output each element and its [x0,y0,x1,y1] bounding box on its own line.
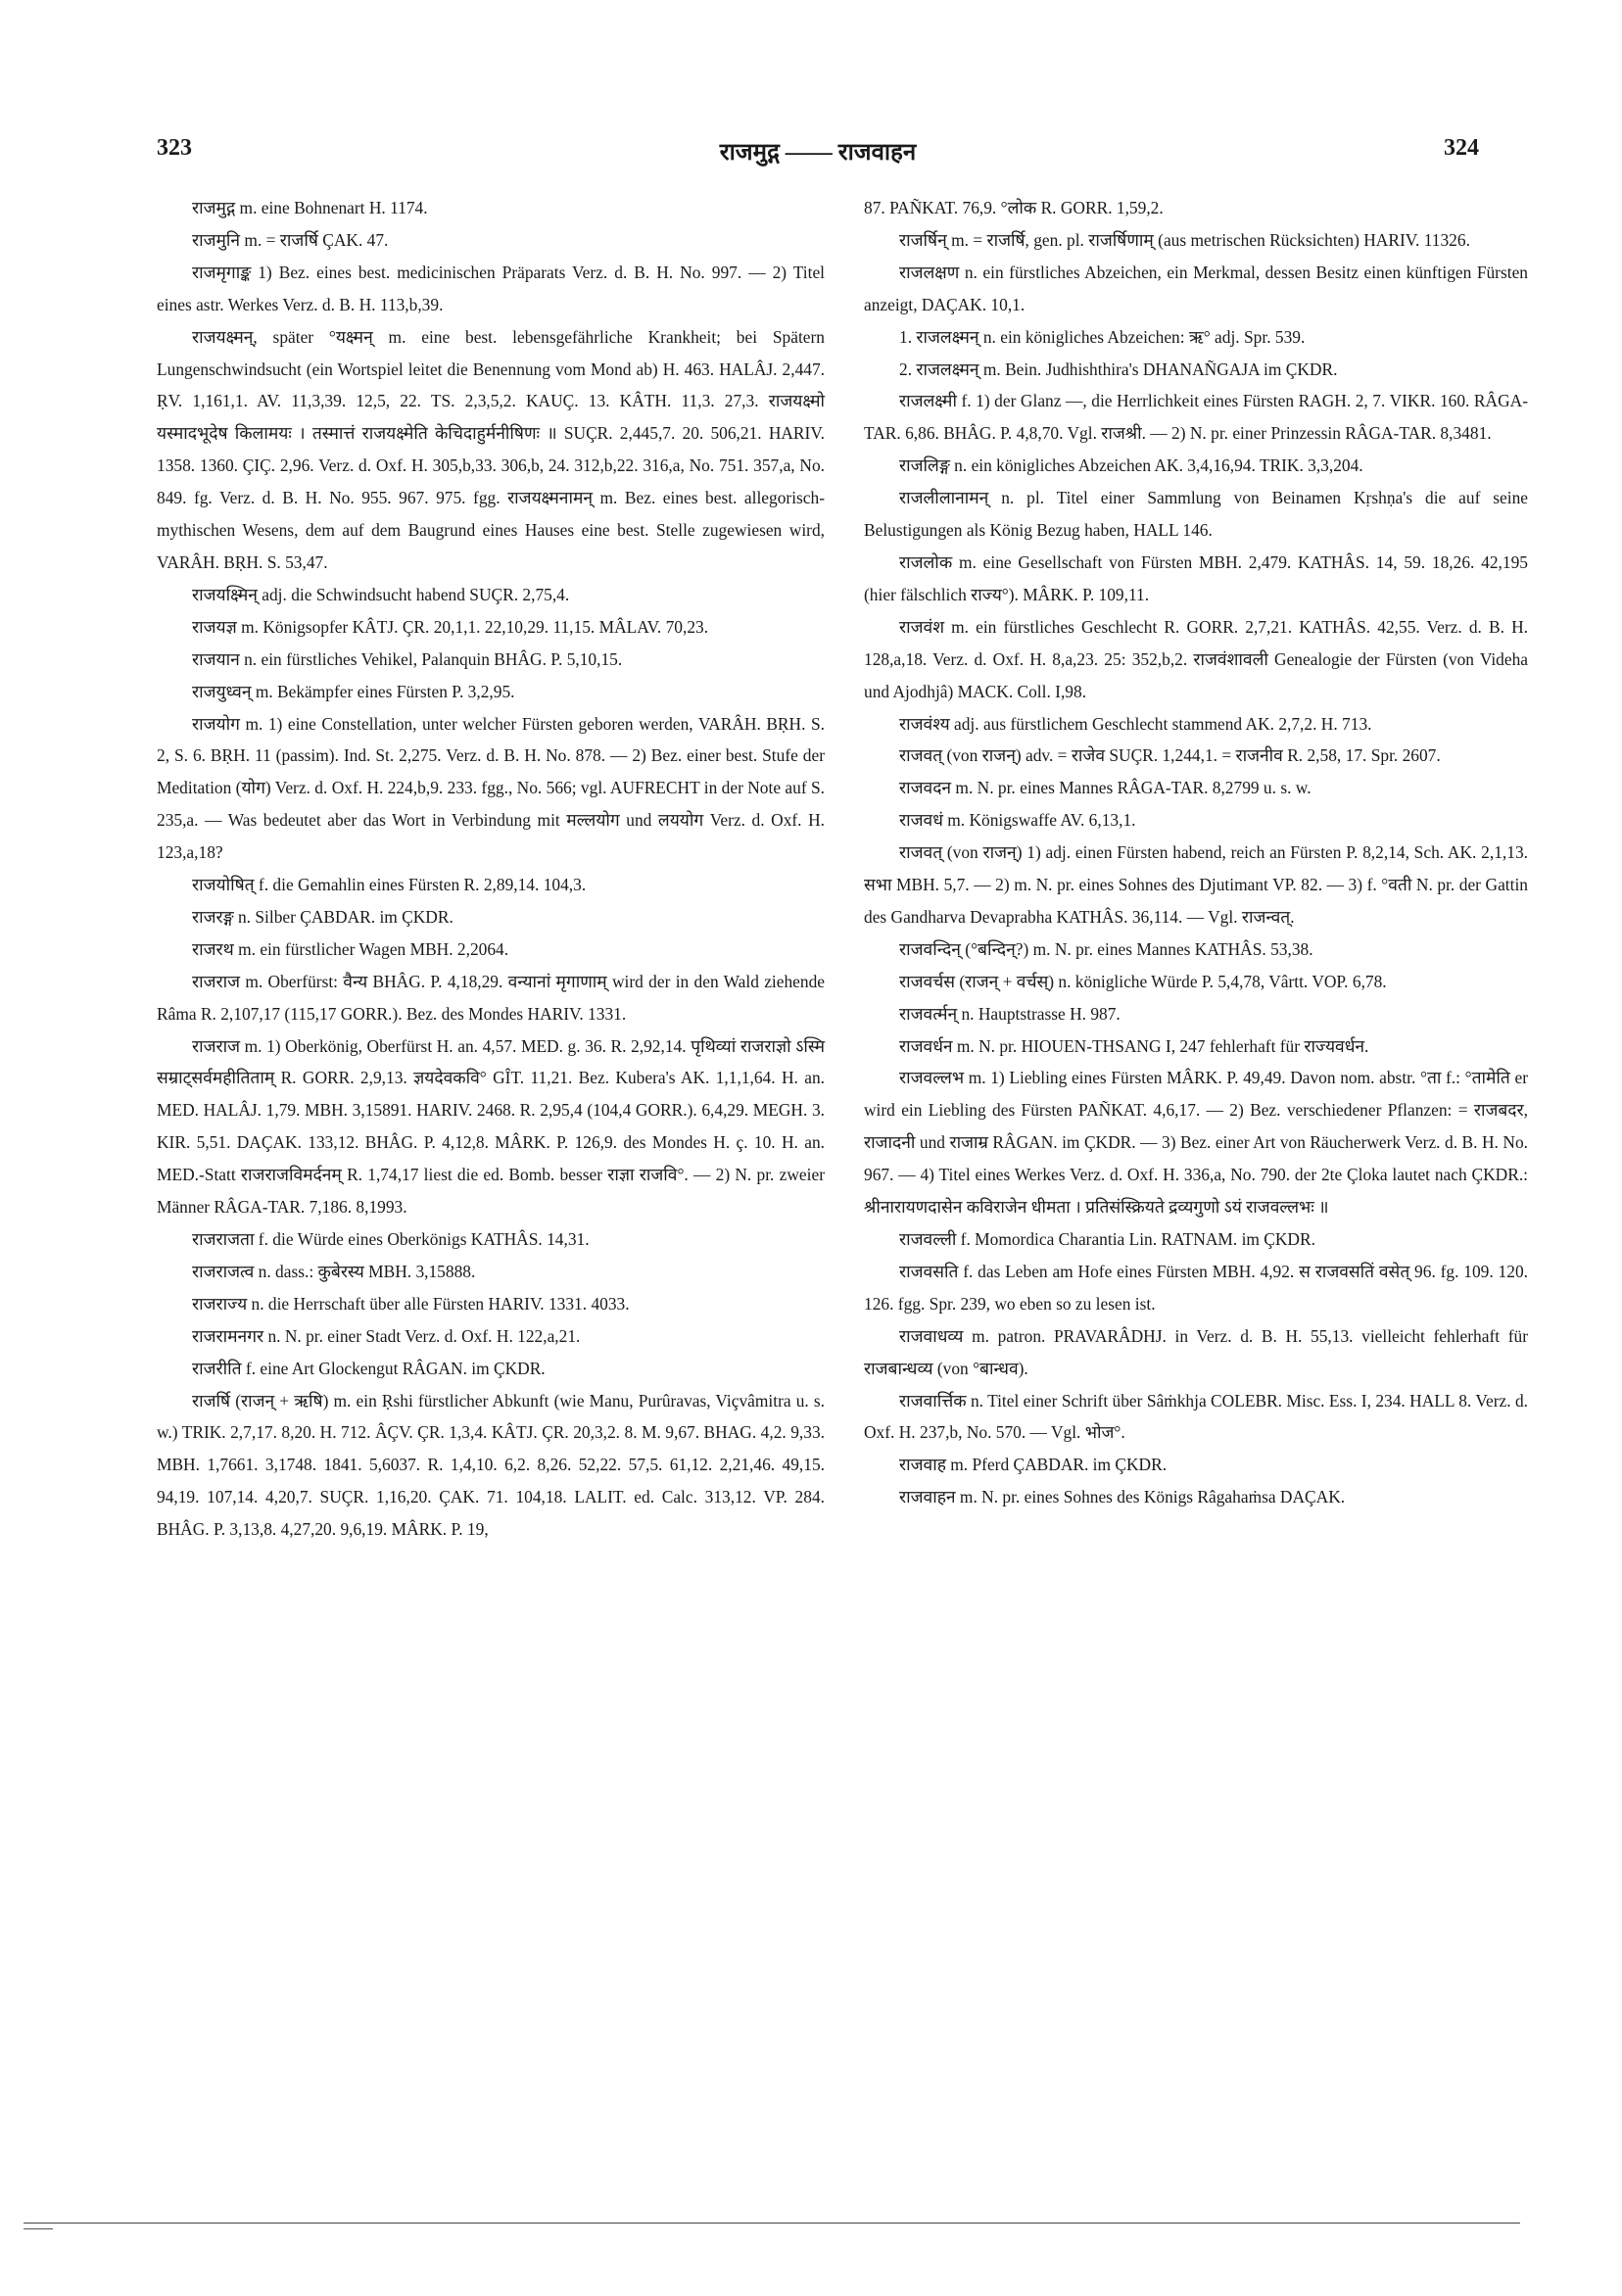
entry: राजयुध्वन् m. Bekämpfer eines Fürsten P. 3,2,95. [192,681,515,701]
entry: राजवन्दिन् (°बन्दिन्?) m. N. pr. eines Mannes KATHÂS. 53,38. [899,938,1313,959]
entry: राजमुनि m. = राजर्षि ÇAK. 47. [192,229,389,250]
entry: राजराज्य n. die Herrschaft über alle Fürsten HARIV. 1331. 4033. [192,1293,630,1314]
entry: राजवधं m. Königswaffe AV. 6,13,1. [899,810,1136,831]
page-number-left: 323 [157,135,192,161]
entry: राजरामनगर n. N. pr. einer Stadt Verz. d. Oxf. H. 122,a,21. [192,1325,581,1346]
entry: राजराजत्व n. dass.: कुबेरस्य MBH. 3,15888. [192,1261,476,1281]
running-title: राजमुद्ग —— राजवाहन [719,140,917,166]
entry: राजवाधव्य m. patron. PRAVARÂDHJ. in Verz. d. B. H. 55,13. vielleicht fehlerhaft für राजबान्धव्य (von °बान्धव). [864,1325,1528,1378]
entry: राजयान n. ein fürstliches Vehikel, Palanquin BHÂG. P. 5,10,15. [192,648,623,669]
entry: राजवदन m. N. pr. eines Mannes RÂGA-TAR. 8,2799 u. s. w. [899,778,1312,798]
entry: राजवाह m. Pferd ÇABDAR. im ÇKDR. [899,1455,1168,1475]
entry: राजवल्लभ m. 1) Liebling eines Fürsten MÂRK. P. 49,49. Davon nom. abstr. °ता f.: °तामेति er wird ein Liebling des Fürsten PAÑKAT. 4,6,17. — 2) Bez. verschiedener Pflanzen: = राजबदर, राजादनी und राजाम्र RÂGAN. im ÇKDR. — 3) Bez. einer Art von Räucherwerk Verz. d. B. H. No. 967. — 4) Titel eines Werkes Verz. d. Oxf. H. 336,a, No. 790. der 2te Çloka lautet nach ÇKDR.: श्रीनारायणदासेन कविराजेन धीमता । प्रतिसंस्क्रियते द्रव्यगुणो ऽयं राजवल्लभः ॥ [864,1068,1528,1218]
entry: राजवत् (von राजन्) 1) adj. einen Fürsten habend, reich an Fürsten P. 8,2,14, Sch. AK. 2,1,13. सभा MBH. 5,7. — 2) m. N. pr. eines Sohnes des Djutimant VP. 82. — 3) f. °वती N. pr. der Gattin des Gandharva Devaprabha KATHÂS. 36,114. — Vgl. राजन्वत्. [864,842,1528,927]
entry: राजरङ्ग n. Silber ÇABDAR. im ÇKDR. [192,906,453,927]
entry: 2. राजलक्ष्मन् m. Bein. Judhishthira's DHANAÑGAJA im ÇKDR. [899,359,1338,379]
entry: राजवार्त्तिक n. Titel einer Schrift über Sâṁkhja COLEBR. Misc. Ess. I, 234. HALL 8. Verz. d. Oxf. H. 237,b, No. 570. — Vgl. भोज°. [864,1390,1528,1443]
entry: राजयक्ष्मिन् adj. die Schwindsucht habend SUÇR. 2,75,4. [192,584,570,604]
page-number-right: 324 [1444,135,1479,161]
entry: राजयोग m. 1) eine Constellation, unter welcher Fürsten geboren werden, VARÂH. BṚH. S. 2, S. 6. BṚH. 11 (passim). Ind. St. 2,275. Verz. d. B. H. No. 878. — 2) Bez. einer best. Stufe der Meditation (योग) Verz. d. Oxf. H. 224,b,9. 233. fgg., No. 566; vgl. AUFRECHT in der Note auf S. 235,a. — Was bedeutet aber das Wort in Verbindung mit मल्लयोग und लययोग Verz. d. Oxf. H. 123,a,18? [157,713,825,863]
bottom-rule-mark [24,2228,53,2229]
left-column [157,192,825,1546]
entry: राजवर्चस (राजन् + वर्चस्) n. königliche Würde P. 5,4,78, Vârtt. VOP. 6,78. [899,971,1387,991]
entry: राजवर्त्मन् n. Hauptstrasse H. 987. [899,1003,1121,1024]
entry-continuation: 87. PAÑKAT. 76,9. °लोक R. GORR. 1,59,2. [864,198,1164,217]
entry: राजरथ m. ein fürstlicher Wagen MBH. 2,2064. [192,938,509,959]
bottom-rule [24,2223,1520,2224]
entry: 1. राजलक्ष्मन् n. ein königliches Abzeichen: ऋ° adj. Spr. 539. [899,326,1306,347]
entry: राजराज m. 1) Oberkönig, Oberfürst H. an. 4,57. MED. g. 36. R. 2,92,14. पृथिव्यां राजराज्ञो ऽस्मि सम्राट्सर्वमहीतिताम् R. GORR. 2,9,13. ज्ञयदेवकवि° GÎT. 11,21. Bez. Kubera's AK. 1,1,1,64. H. an. MED. HALÂJ. 1,79. MBH. 3,15891. HARIV. 2468. R. 2,95,4 (104,4 GORR.). 6,4,29. MEGH. 3. KIR. 5,51. DAÇAK. 133,12. BHÂG. P. 4,12,8. MÂRK. P. 126,9. des Mondes H. ç. 10. H. an. MED.-Statt राजराजविमर्दनम् R. 1,74,17 liest die ed. Bomb. besser राज्ञा राजवि°. — 2) N. pr. zweier Männer RÂGA-TAR. 7,186. 8,1993. [157,1035,825,1218]
entry: राजवल्ली f. Momordica Charantia Lin. RATNAM. im ÇKDR. [899,1229,1315,1249]
entry: राजवाहन m. N. pr. eines Sohnes des Königs Râgahaṁsa DAÇAK. [899,1487,1346,1507]
entry: राजवसति f. das Leben am Hofe eines Fürsten MBH. 4,92. स राजवसतिं वसेत् 96. fg. 109. 120. 126. fgg. Spr. 239, wo eben so zu lesen ist. [864,1261,1528,1314]
page-header [157,135,1479,174]
entry: राजरीति f. eine Art Glockengut RÂGAN. im ÇKDR. [192,1358,546,1378]
entry: राजवंश्य adj. aus fürstlichem Geschlecht stammend AK. 2,7,2. H. 713. [899,713,1372,734]
entry: राजलिङ्ग n. ein königliches Abzeichen AK. 3,4,16,94. TRIK. 3,3,204. [899,455,1363,476]
entry: राजलक्षण n. ein fürstliches Abzeichen, ein Merkmal, dessen Besitz einen künftigen Fürsten anzeigt, DAÇAK. 10,1. [864,262,1528,314]
entry: राजमुद्ग m. eine Bohnenart H. 1174. [192,198,428,217]
entry: राजयोषित् f. die Gemahlin eines Fürsten R. 2,89,14. 104,3. [192,875,587,895]
entry: राजलोक m. eine Gesellschaft von Fürsten MBH. 2,479. KATHÂS. 14, 59. 18,26. 42,195 (hier fälschlich राज्य°). MÂRK. P. 109,11. [864,551,1528,604]
right-column [864,192,1528,1513]
entry: राजराजता f. die Würde eines Oberkönigs KATHÂS. 14,31. [192,1229,590,1249]
entry: राजमृगाङ्क 1) Bez. eines best. medicinischen Präparats Verz. d. B. H. No. 997. — 2) Titel eines astr. Werkes Verz. d. B. H. 113,b,39. [157,262,825,314]
entry: राजर्षि (राजन् + ऋषि) m. ein Ṛshi fürstlicher Abkunft (wie Manu, Purûravas, Viçvâmitra u. s. w.) TRIK. 2,7,17. 8,20. H. 712. ÂÇV. ÇR. 1,3,4. KÂTJ. ÇR. 20,3,2. 8. M. 9,67. BHAG. 4,2. 9,33. MBH. 1,7661. 3,1748. 1841. 5,6037. R. 1,4,10. 6,2. 8,26. 52,22. 57,5. 61,12. 2,21,46. 49,15. 94,19. 107,14. 4,20,7. SUÇR. 1,16,20. ÇAK. 71. 104,18. LALIT. ed. Calc. 313,12. VP. 284. BHÂG. P. 3,13,8. 4,27,20. 9,6,19. MÂRK. P. 19, [157,1390,825,1540]
entry: राजवत् (von राजन्) adv. = राजेव SUÇR. 1,244,1. = राजनीव R. 2,58, 17. Spr. 2607. [899,745,1441,766]
entry: राजर्षिन् m. = राजर्षि, gen. pl. राजर्षिणाम् (aus metrischen Rücksichten) HARIV. 11326. [899,229,1470,250]
entry: राजयक्ष्मन्, später °यक्ष्मन् m. eine best. lebensgefährliche Krankheit; bei Spätern Lungenschwindsucht (ein Wortspiel leitet die Benennung vom Mond ab) H. 463. HALÂJ. 2,447. ṚV. 1,161,1. AV. 11,3,39. 12,5, 22. TS. 2,3,5,2. KAUÇ. 13. KÂTH. 11,3. 27,3. राजयक्ष्मो यस्मादभूदेष किलामयः । तस्मात्तं राजयक्ष्मेति केचिदाहुर्मनीषिणः ॥ SUÇR. 2,445,7. 20. 506,21. HARIV. 1358. 1360. ÇIÇ. 2,96. Verz. d. Oxf. H. 305,b,33. 306,b, 24. 312,b,22. 316,a, No. 751. 357,a, No. 849. fg. Verz. d. B. H. No. 955. 967. 975. fgg. राजयक्ष्मनामन् m. Bez. eines best. allegorisch-mythischen Wesens, dem auf dem Baugrund eines Hauses eine best. Stelle zugewiesen wird, VARÂH. BṚH. S. 53,47. [157,326,825,572]
entry: राजवर्धन m. N. pr. HIOUEN-THSANG I, 247 fehlerhaft für राज्यवर्धन. [899,1035,1369,1056]
entry: राजयज्ञ m. Königsopfer KÂTJ. ÇR. 20,1,1. 22,10,29. 11,15. MÂLAV. 70,23. [192,616,709,637]
entry: राजराज m. Oberfürst: वैन्य BHÂG. P. 4,18,29. वन्यानां मृगाणाम् wird der in den Wald ziehende Râma R. 2,107,17 (115,17 GORR.). Bez. des Mondes HARIV. 1331. [157,971,825,1024]
entry: राजवंश m. ein fürstliches Geschlecht R. GORR. 2,7,21. KATHÂS. 42,55. Verz. d. B. H. 128,a,18. Verz. d. Oxf. H. 8,a,23. 25: 352,b,2. राजवंशावली Genealogie der Fürsten (von Videha und Ajodhjâ) MACK. Coll. I,98. [864,616,1528,701]
entry: राजलीलानामन् n. pl. Titel einer Sammlung von Beinamen Kṛshṇa's die auf seine Belustigungen als König Bezug haben, HALL 146. [864,488,1528,541]
entry: राजलक्ष्मी f. 1) der Glanz —, die Herrlichkeit eines Fürsten RAGH. 2, 7. VIKR. 160. RÂGA-TAR. 6,86. BHÂG. P. 4,8,70. Vgl. राजश्री. — 2) N. pr. einer Prinzessin RÂGA-TAR. 8,3481. [864,391,1528,444]
